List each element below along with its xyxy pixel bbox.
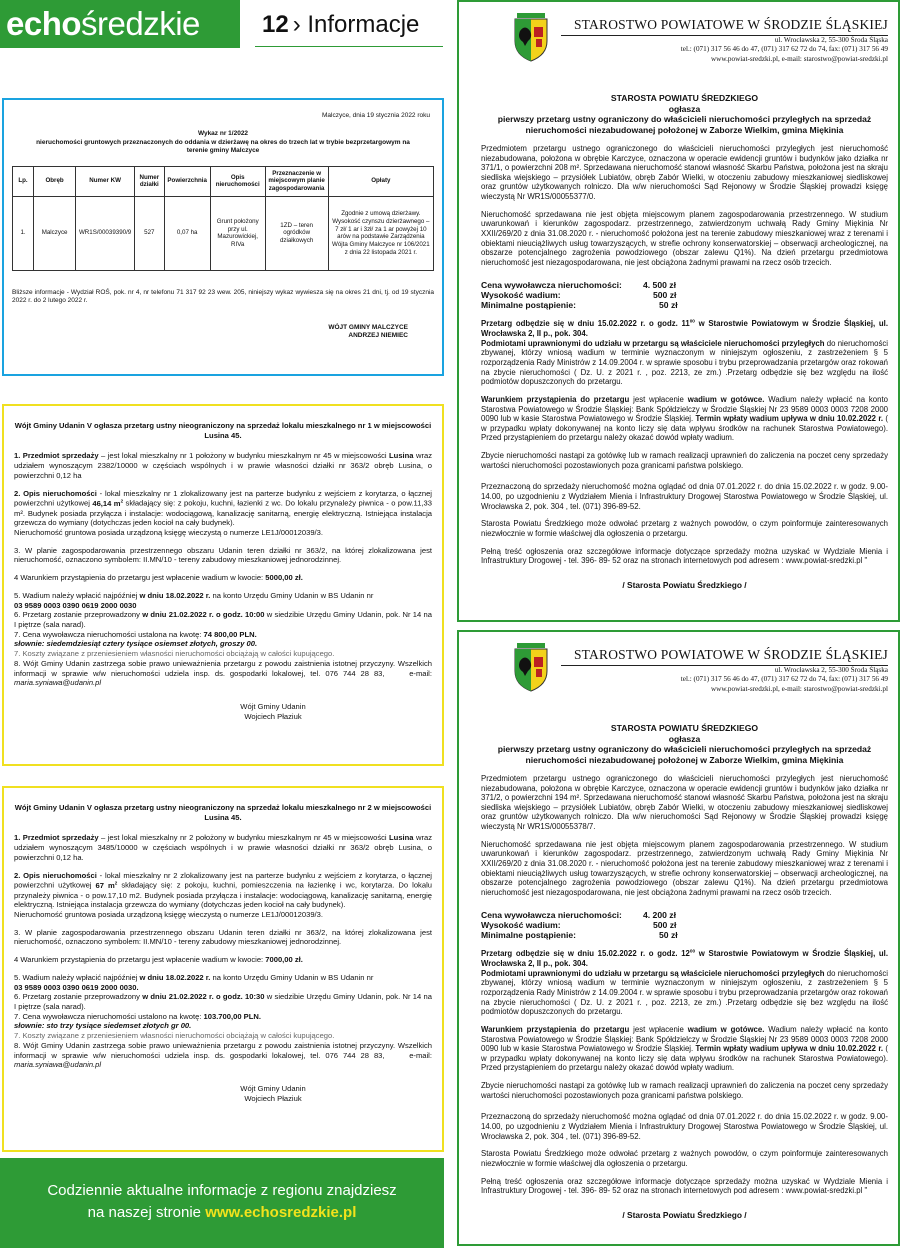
wykaz-signature <box>12 324 434 341</box>
paragraph-1 <box>14 451 432 480</box>
header-oplaty: Opłaty <box>328 166 433 196</box>
paragraph-wadium <box>481 395 888 443</box>
cell-opis: Grunt położony przy ul. Mazurowickiej, RIVa <box>210 196 265 270</box>
min-label: Minimalne postąpienie: <box>481 930 577 941</box>
signature-name: Wojciech Płaziuk <box>244 1093 302 1103</box>
paragraph-plan: Nieruchomość sprzedawana nie jest objęta miejscowym planem zagospodarowania przestrzennego. W studium uwarunkowań i kierunków zagospodarz. przestrzennego, zatwierdzonym uchwałą Rady Gminy Miękinia Nr XXII/269/20 z dnia 31.08.2020 r. - nieruchomość położona jest na terenie zabudowy mieszkaniowej wraz z terenami i obiektami nieuciążliwych usług towarzyszących, w strefie ochrony konserwatorskiej – obserwacji archeologicznej, na obszarze potencjalnego zagrożenia powodziowego (obszar zalewu Q1%). Na dzień przetargu przedmiotowa nieruchomość jest niezagospodarowana, nie jest obciążona żadnymi prawami na rzecz osób trzecich. <box>481 209 888 268</box>
organization-address <box>681 36 888 64</box>
wadium-value: 500 zł <box>653 920 677 931</box>
paragraph-6 <box>14 610 432 629</box>
price-row <box>481 280 888 290</box>
banner-line-2 <box>0 1202 444 1224</box>
coat-of-arms-icon <box>511 11 551 63</box>
signature <box>14 1084 432 1103</box>
signature: / Starosta Powiatu Średzkiego / <box>622 580 747 591</box>
logo-part-sredzkie: średzkie <box>81 5 200 42</box>
organization-name: STAROSTWO POWIATOWE W ŚRODZIE ŚLĄSKIEJ <box>561 647 888 666</box>
paragraph-description: Przedmiotem przetargu ustnego ograniczonego do właścicieli nieruchomości przyległych jest nieruchomość niezabudowana, położona w obrębie Karczyce, oznaczona w operacie ewidencji gruntów i budynków jako działka nr 371/2, o powierzchni 194 m². Sprzedawana nieruchomość stanowi własność Skarbu Państwa, położona jest na skraju siedliska wiejskiego – przysiółek Lubiatów, obręb Zabór Wielki, w otoczeniu zabudowy mieszkaniowej siedliskowej oraz gruntów użytkowanych rolniczo. Dla w/w nieruchomości Sąd Rejonowy w Środzie Śląskiej prowadzi księgę wieczystą Nr WR1S/00055378/7. <box>481 773 888 832</box>
text: - lokal mieszkalny nr 1 zlokalizowany jest na parterze budynku z wejściem z korytarza, o łącznej powierzchni użytkowej <box>14 488 432 508</box>
paragraph-auction-date <box>481 949 888 969</box>
eligibility-bold: Podmiotami uprawnionymi do udziału w przetargu są właściciele nieruchomości przyległych <box>481 338 825 348</box>
email-link[interactable]: maria.syniawa@udanin.pl <box>14 1060 102 1070</box>
wykaz-subtitle: nieruchomości gruntowych przeznaczonych do oddania w dzierżawę na okres do trzech lat w trybie bezprzetargowym na terenie gminy Malczyce <box>36 138 410 155</box>
wykaz-title-block <box>32 130 414 155</box>
text: 5. Wadium należy wpłacić najpóźniej <box>14 972 140 982</box>
paragraph-eligibility <box>481 969 888 1017</box>
header-obreb: Obręb <box>34 166 76 196</box>
label: 2. Opis nieruchomości <box>14 870 97 880</box>
text: Wadium należy wpłacić na konto Starostwa Powiatowego w Środzie Śląskiej: Bank Spółdzielczy w Środzie Śląskiej Nr 23 9589 0003 0003 7208 2000 0090 lub w kasie Starostwa Powiatowego w Środzie Śląskiej. <box>481 394 888 424</box>
lusina-lokal-2-notice <box>2 786 444 1152</box>
price-label: Cena wywoławcza nieruchomości: <box>481 279 622 290</box>
locality: Lusina <box>389 451 414 461</box>
signature-title: Wójt Gminy Udanin <box>240 702 306 712</box>
price-amount: 103.700,00 PLN. <box>203 1011 261 1021</box>
text: – jest lokal mieszkalny nr 1 położony w budynku mieszkalnym nr 45 w miejscowości <box>98 451 390 461</box>
text: składający się: z pokoju, kuchni, pomieszczenia na łazienkę i wc, korytarza. Do lokalu przynależy piwnica - o pow.17,10 m2. Budynek posiada przyłącza i instalacje: wodociągową, kanalizację sanitarną, energię elektryczną. Istniejąca instalacja grzewcza do wymiany (dotychczas jeden kocioł na cały budynek). <box>14 880 432 910</box>
text: w siedzibie Urzędu Gminy Udanin, pok. Nr 14 na I piętrze (sala narad). <box>14 992 432 1012</box>
paragraph-2 <box>14 489 432 528</box>
min-row <box>481 300 888 310</box>
wadium-amount: 7000,00 zł. <box>265 955 303 965</box>
area-value: 67 m <box>95 880 115 890</box>
text: na konto Urzędu Gminy Udanin w BS Udanin nr <box>210 972 374 982</box>
text: ( w przypadku wpłaty dokonywanej na konto liczy się data wpływu środków na rachunek Starostwa Powiatowego). Przed przystąpieniem do przetargu należy okazać dowód wpłaty wadium. <box>481 1044 888 1073</box>
signature-title: Wójt Gminy Udanin <box>240 1084 306 1094</box>
text: 4 Warunkiem przystąpienia do przetargu jest wpłacenie wadium w kwocie: <box>14 573 266 583</box>
account-number <box>14 601 432 611</box>
wadium-label: Wysokość wadium: <box>481 290 561 301</box>
organization-address <box>681 666 888 694</box>
paragraph-5 <box>14 591 432 601</box>
auction-date: w dniu 21.02.2022 r. o godz. 10:30 <box>142 992 265 1002</box>
coat-of-arms-icon <box>511 641 551 693</box>
paragraph-cancel: Starosta Powiatu Średzkiego może odwołać przetarg z ważnych powodów, o czym poinformuje zainteresowanych niezwłocznie w formie właściwej dla ogłoszenia o przetargu. <box>481 1149 888 1169</box>
price-words: słownie: sto trzy tysiące siedemset złotych gr 00. <box>14 1021 192 1031</box>
starostwo-notice-371-1 <box>457 0 900 622</box>
text: wraz udziałem wynoszącym 3485/10000 w częściach wspólnych i w prawie własności działki nr 363/2 obręb Lusina, o powierzchni 0,12 ha. <box>14 833 432 862</box>
price-value: 4. 200 zł <box>643 909 676 920</box>
header-lp: Lp. <box>13 166 34 196</box>
min-value: 50 zł <box>659 300 678 311</box>
notice-subject: pierwszy przetarg ustny ograniczony do właścicieli nieruchomości przyległych na sprzedaż nieruchomości niezabudowanej położonej w Zaborze Wielkim, gmina Miękinia <box>497 744 872 766</box>
wadium-bold: wadium w gotówce. <box>687 394 765 404</box>
paragraph-5 <box>14 973 432 983</box>
paragraph-2 <box>14 871 432 910</box>
cell-powierzchnia: 0,07 ha <box>164 196 210 270</box>
notice-title: Wójt Gminy Udanin V ogłasza przetarg ustny nieograniczony na sprzedaż lokalu mieszkalnego nr 2 w miejscowości Lusina 45. <box>14 803 432 822</box>
header-numer-dzialki: Numer działki <box>135 166 164 196</box>
paragraph-4 <box>14 955 432 965</box>
min-row <box>481 930 888 940</box>
page-header <box>262 10 419 40</box>
table-header-row <box>13 166 434 196</box>
starostwo-letterhead <box>481 639 888 701</box>
lusina-lokal-1-notice <box>2 404 444 766</box>
paragraph-more-info: Pełną treść ogłoszenia oraz szczegółowe informacje dotyczące sprzedaży można uzyskać w Wydziale Mienia i Infrastruktury Drogowej - tel. 396- 89- 52 oraz na stronach internetowych pod adresem : www.powiat-sredzki.pl " <box>481 546 888 566</box>
cell-numer-dzialki: 527 <box>135 196 164 270</box>
paragraph-8 <box>14 1041 432 1070</box>
banner-line-1: Codziennie aktualne informacje z regionu znajdziesz <box>47 1182 397 1199</box>
auction-date: Przetarg odbędzie się w dniu 15.02.2022 r. o godz. 12 <box>481 949 690 959</box>
price-block <box>481 910 888 941</box>
cell-oplaty: Zgodnie z umową dzierżawy. Wysokość czynszu dzierżawnego – 7 zł/ 1 ar i 3zł/ za 1 ar powyżej 10 arów na podstawie Zarządzenia Wójta Gminy Malczyce nr 106/2021 z dnia 22 listopada 2021 r. <box>328 196 433 270</box>
wadium-deadline: Termin wpłaty wadium upływa w dniu 10.02.2022 r. <box>693 1044 884 1054</box>
account-value: 03 9589 0003 0390 0619 2000 0030 <box>14 600 137 610</box>
text: 6. Przetarg zostanie przeprowadzony <box>14 610 143 620</box>
paragraph-2-kw: Nieruchomość gruntowa posiada urządzoną księgę wieczystą o numerze LE1J/00012039/3. <box>14 528 323 537</box>
phone-line: tel.: (071) 317 56 46 do 47, (071) 317 62 72 do 74, fax: (071) 317 56 49 <box>680 675 888 684</box>
header-opis: Opis nieruchomości <box>210 166 265 196</box>
min-value: 50 zł <box>659 930 678 941</box>
text: wraz udziałem wynoszącym 2382/10000 w częściach wspólnych i w prawie własności działki nr 363/2 obręb Lusina, o powierzchni 0,12 ha <box>14 451 432 480</box>
address-line: ul. Wrocławska 2, 55-300 Środa Śląska <box>774 36 888 44</box>
label: 1. Przedmiot sprzedaży <box>14 451 99 461</box>
text: 7. Cena wywoławcza nieruchomości ustalona na kwotę: <box>14 629 204 639</box>
wadium-row <box>481 290 888 300</box>
paragraph-viewing: Przeznaczoną do sprzedaży nieruchomość można oglądać od dnia 07.01.2022 r. do dnia 15.02.2022 r. w godz. 9.00-14.00, po uzgodnieniu z Wydziałem Mienia i Infrastruktury Drogowej Starostwa Powiatowego w Środzie Śląskiej, ul. Wrocławska 2, pok. 304 , tel. (071) 396-89-52. <box>481 482 888 511</box>
wadium-label: Wysokość wadium: <box>481 920 561 931</box>
price-value: 4. 500 zł <box>643 279 676 290</box>
notice-announces: ogłasza <box>668 733 701 744</box>
locality: Lusina <box>389 833 414 843</box>
paragraph-3: 3. W planie zagospodarowania przestrzennego obszaru Udanin teren działki nr 363/2, na której zlokalizowana jest nieruchomość, oznaczono symbolem: II.MN/10 - tereny zabudowy mieszkaniowej jednorodzinnej. <box>14 545 432 565</box>
text: 4 Warunkiem przystąpienia do przetargu jest wpłacenie wadium w kwocie: <box>14 955 266 965</box>
notice-announces: ogłasza <box>668 103 701 114</box>
signature-title: WÓJT GMINY MALCZYCE <box>328 323 408 331</box>
email-label: e-mail: <box>409 1050 432 1060</box>
text: 7. Cena wywoławcza nieruchomości ustalono na kwotę: <box>14 1011 204 1021</box>
min-label: Minimalne postąpienie: <box>481 300 577 311</box>
header-numer-kw: Numer KW <box>76 166 135 196</box>
paragraph-plan: Nieruchomość sprzedawana nie jest objęta miejscowym planem zagospodarowania przestrzennego. W studium uwarunkowań i kierunków zagospodarz. przestrzennego, zatwierdzonym uchwałą Rady Gminy Miękinia Nr XXII/269/20 z dnia 31.08.2020 r. - nieruchomość położona jest na terenie zabudowy mieszkaniowej wraz z terenami i obiektami nieuciążliwych usług towarzyszących, w strefie ochrony konserwatorskiej – obserwacji archeologicznej, na obszarze potencjalnego zagrożenia powodziowego (obszar zalewu Q1%). Na dzień przetargu przedmiotowa nieruchomość jest niezagospodarowana, nie jest obciążona żadnymi prawami na rzecz osób trzecich. <box>481 839 888 898</box>
notice-heading: STAROSTA POWIATU ŚREDZKIEGO <box>610 93 759 103</box>
wadium-amount: 5000,00 zł. <box>265 573 303 583</box>
web-line: www.powiat-sredzki.pl, e-mail: starostwo@powiat-sredzki.pl <box>710 54 888 63</box>
auction-place: w Starostwie Powiatowym w Środzie Śląskiej, ul. Wrocławska 2, II p., pok. 304. <box>481 949 889 968</box>
paragraph-7 <box>14 630 432 640</box>
auction-date: w dniu 21.02.2022 r. o godz. 10:00 <box>142 610 265 620</box>
text: jest wpłacenie <box>629 1024 688 1034</box>
wykaz-title: Wykaz nr 1/2022 <box>197 130 249 138</box>
paragraph-eligibility <box>481 339 888 387</box>
price-label: Cena wywoławcza nieruchomości: <box>481 909 622 920</box>
address-line: ul. Wrocławska 2, 55-300 Środa Śląska <box>774 666 888 674</box>
notice-subject: pierwszy przetarg ustny ograniczony do właścicieli nieruchomości przyległych na sprzedaż nieruchomości niezabudowanej położonej w Zaborze Wielkim, gmina Miękinia <box>497 114 872 136</box>
wykaz-table <box>12 166 434 271</box>
cell-obreb: Malczyce <box>34 196 76 270</box>
promo-banner <box>0 1158 444 1248</box>
label: 1. Przedmiot sprzedaży <box>14 833 99 843</box>
auction-place: w Starostwie Powiatowym w Środzie Śląskiej, ul. Wrocławska 2, II p., pok. 304. <box>481 319 888 338</box>
notice-title: Wójt Gminy Udanin V ogłasza przetarg ustny nieograniczony na sprzedaż lokalu mieszkalnego nr 1 w miejscowości Lusina 45. <box>14 421 432 440</box>
starostwo-notice-371-2 <box>457 630 900 1246</box>
cell-przeznaczenie: 1ZD – teren ogródków działkowych <box>265 196 328 270</box>
signature-name: Wojciech Płaziuk <box>244 711 302 721</box>
price-words: słownie: siedemdziesiąt cztery tysiące osiemset złotych, groszy 00. <box>14 639 258 649</box>
signature: / Starosta Powiatu Średzkiego / <box>622 1210 747 1221</box>
text: 8. Wójt Gminy Udanin zastrzega sobie prawo unieważnienia przetargu z powodu zaistnienia istotnej przyczyny. Wszelkich informacji w sprawie w/w nieruchomości udziela insp. ds. gospodarki lokalowej, tel. 076 744 28 83, <box>14 658 432 678</box>
wykaz-info: Bliższe informacje - Wydział ROŚ, pok. nr 4, nr telefonu 71 317 92 23 wew. 205, niniejszy wykaz wywiesza się na okres 21 dni, tj. od 19 stycznia 2022 r. do 2 lutego 2022 r. <box>12 288 434 305</box>
price-row <box>481 910 888 920</box>
wykaz-notice <box>2 98 444 376</box>
table-row <box>13 196 434 270</box>
paragraph-6 <box>14 992 432 1011</box>
text: do nieruchomości zbywanej, którzy wniosą wadium w terminie wyznaczonym w niniejszym ogłoszeniu, z zastrzeżeniem § 5 rozporządzenia Rady Ministrów z 14.09.2004 r. w sprawie sposobu i trybu przeprowadzania przetargów oraz rokowań na zbycie nieruchomości ( Dz. U. z 2021 r. , poz. 2213, ze zm.) .Przetarg odbędzie się bez względu na ilość podmiotów dopuszczonych do przetargu. <box>481 968 888 1017</box>
deadline: w dniu 18.02.2022 r. <box>139 590 211 600</box>
deadline: w dniu 18.02.2022 r. <box>139 972 211 982</box>
area: 67 $m^2$ <box>95 880 118 890</box>
auction-minutes: 00 <box>689 948 696 954</box>
paragraph-7-costs: 7. Koszty związane z przeniesieniem własności nieruchomości obciążają w całości kupującego. <box>14 649 335 659</box>
notice-heading: STAROSTA POWIATU ŚREDZKIEGO <box>610 723 759 733</box>
signature-name: ANDRZEJ NIEMIEC <box>348 332 408 340</box>
phone-line: tel.: (071) 317 56 46 do 47, (071) 317 62 72 do 74, fax: (071) 317 56 49 <box>680 45 888 54</box>
text: 8. Wójt Gminy Udanin zastrzega sobie prawo unieważnienia przetargu z powodu zaistnienia istotnej przyczyny. Wszelkich informacji w sprawie w/w nieruchomości udziela insp. ds. gospodarki lokalowej, tel. 076 744 28 83, <box>14 1040 432 1060</box>
text: 6. Przetarg zostanie przeprowadzony <box>14 992 143 1002</box>
account-value: 03 9589 0003 0390 0619 2000 0030. <box>14 982 139 992</box>
header-przeznaczenie: Przeznaczenie w miejscowym planie zagospodarowania <box>265 166 328 196</box>
signature <box>14 702 432 721</box>
cell-lp: 1. <box>13 196 34 270</box>
paragraph-auction-date <box>481 319 888 339</box>
text: ( w przypadku wpłaty dokonywanej na konto liczy się data wpływu środków na rachunek Starostwa Powiatowego). Przed przystąpieniem do przetargu należy okazać dowód wpłaty wadium. <box>481 414 888 443</box>
paragraph-description: Przedmiotem przetargu ustnego ograniczonego do właścicieli nieruchomości przyległych jest nieruchomość niezabudowana, położona w obrębie Karczyce, oznaczona w operacie ewidencji gruntów i budynków jako działka nr 371/1, o powierzchni 208 m². Sprzedawana nieruchomość stanowi własność Skarbu Państwa, położona jest na skraju siedliska wiejskiego – przysiółek Lubiatów, obręb Zabór Wielki, w otoczeniu zabudowy mieszkaniowej siedliskowej oraz gruntów użytkowanych rolniczo. Dla w/w nieruchomości Sąd Rejonowy w Środzie Śląskiej prowadzi księgę wieczystą Nr WR1S/00055377/0. <box>481 143 888 202</box>
starostwo-letterhead <box>481 9 888 71</box>
email-label: e-mail: <box>409 668 432 678</box>
logo-part-echo: echo <box>6 5 82 42</box>
wadium-deadline: Termin wpłaty wadium upływa w dniu 10.02.2022 r. <box>693 414 884 424</box>
paragraph-viewing: Przeznaczoną do sprzedaży nieruchomość można oglądać od dnia 07.01.2022 r. do dnia 15.02.2022 r. w godz. 9.00-14.00, po uzgodnieniu z Wydziałem Mienia i Infrastruktury Drogowej Starostwa Powiatowego w Środzie Śląskiej, ul. Wrocławska 2, pok. 304 , tel. (071) 396-89-52. <box>481 1112 888 1141</box>
price-amount: 74 800,00 PLN. <box>203 629 257 639</box>
header-powierzchnia: Powierzchnia <box>164 166 210 196</box>
area: 46,14 $m^2$ <box>92 498 124 508</box>
paragraph-1 <box>14 833 432 862</box>
paragraph-payment: Zbycie nieruchomości nastąpi za gotówkę lub w ramach realizacji uprawnień do zaliczenia na poczet ceny sprzedaży wartości nieruchomości pozostawionych poza granicami państwa polskiego. <box>481 451 888 470</box>
label: 2. Opis nieruchomości <box>14 488 97 498</box>
banner-prefix: na naszej stronie <box>87 1204 206 1221</box>
text: do nieruchomości zbywanej, którzy wniosą wadium w terminie wyznaczonym w niniejszym ogłoszeniu, z zastrzeżeniem § 5 rozporządzenia Rady Ministrów z 14.09.2004 r. w sprawie sposobu i trybu przeprowadzania przetargów oraz rokowań na zbycie nieruchomości ( Dz. U. z 2021 r. , poz. 2213, ze zm.) .Przetarg odbędzie się bez względu na ilość podmiotów dopuszczonych do przetargu. <box>481 338 888 387</box>
paragraph-8 <box>14 659 432 688</box>
page-number: 12 <box>262 11 289 38</box>
wadium-row <box>481 920 888 930</box>
paragraph-7 <box>14 1012 432 1022</box>
organization-name: STAROSTWO POWIATOWE W ŚRODZIE ŚLĄSKIEJ <box>561 17 888 36</box>
paragraph-cancel: Starosta Powiatu Średzkiego może odwołać przetarg z ważnych powodów, o czym poinformuje zainteresowanych niezwłocznie w formie właściwej dla ogłoszenia o przetargu. <box>481 519 888 539</box>
text: - lokal mieszkalny nr 2 zlokalizowany jest na parterze budynku z wejściem z korytarza, o łącznej powierzchni użytkowej <box>14 870 432 890</box>
text: jest wpłacenie <box>629 394 688 404</box>
paragraph-payment: Zbycie nieruchomości nastąpi za gotówkę lub w ramach realizacji uprawnień do zaliczenia na poczet ceny sprzedaży wartości nieruchomości pozostawionych poza granicami państwa polskiego. <box>481 1081 888 1100</box>
paragraph-wadium <box>481 1025 888 1073</box>
eligibility-bold: Podmiotami uprawnionymi do udziału w przetargu są właściciele nieruchomości przyległych <box>481 968 825 978</box>
area-value: 46,14 m <box>92 498 121 508</box>
paragraph-more-info: Pełną treść ogłoszenia oraz szczegółowe informacje dotyczące sprzedaży można uzyskać w Wydziale Mienia i Infrastruktury Drogowej - tel. 396- 89- 52 oraz na stronach internetowych pod adresem : www.powiat-sredzki.pl " <box>481 1176 888 1196</box>
paragraph-7-costs: 7. Koszty związane z przeniesieniem własności nieruchomości obciążają w całości kupującego. <box>14 1031 335 1041</box>
header-divider <box>255 46 443 47</box>
wadium-value: 500 zł <box>653 290 677 301</box>
banner-website-link[interactable]: www.echosredzkie.pl <box>205 1204 357 1221</box>
paragraph-2-kw: Nieruchomość gruntowa posiada urządzoną księgę wieczystą o numerze LE1J/00012039/3. <box>14 910 323 919</box>
wykaz-date: Malczyce, dnia 19 stycznia 2022 roku <box>321 112 430 119</box>
email-link[interactable]: maria.syniawa@udanin.pl <box>14 678 102 688</box>
text: składający się: z pokoju, kuchni, łazienki z wc. Do lokalu przynależy piwnica - o pow.11,33 m². Budynek posiada przyłącza i instalacje: wodociągową, kanalizację sanitarną, energię elektryczną. Istniejąca instalacja grzewcza do wymiany (dotychczas jeden kocioł na cały budynek). <box>14 498 432 528</box>
account-number <box>14 983 432 993</box>
auction-minutes: 00 <box>689 318 695 324</box>
text: 5. Wadium należy wpłacić najpóźniej <box>14 590 140 600</box>
text: – jest lokal mieszkalny nr 2 położony w budynku mieszkalnym nr 45 w miejscowości <box>98 833 390 843</box>
wadium-bold: wadium w gotówce. <box>687 1024 765 1034</box>
cell-numer-kw: WR1S/00039390/9 <box>76 196 135 270</box>
price-in-words <box>14 639 432 649</box>
web-line: www.powiat-sredzki.pl, e-mail: starostwo@powiat-sredzki.pl <box>710 684 888 693</box>
text: w siedzibie Urzędu Gminy Udanin, pok. Nr 14 na I piętrze (sala narad). <box>14 610 432 630</box>
price-block <box>481 280 888 311</box>
price-in-words <box>14 1021 432 1031</box>
text: na konto Urzędu Gminy Udanin w BS Udanin nr <box>210 590 374 600</box>
paragraph-3: 3. W planie zagospodarowania przestrzennego obszaru Udanin teren działki nr 363/2, na której zlokalizowana jest nieruchomość, oznaczono symbolem: II.MN/10 - tereny zabudowy mieszkaniowej jednorodzinnej. <box>14 927 432 947</box>
condition-bold: Warunkiem przystąpienia do przetargu <box>481 1024 630 1034</box>
auction-date: Przetarg odbędzie się w dniu 15.02.2022 r. o godz. 11 <box>481 319 690 329</box>
echo-sredzkie-logo <box>0 0 240 48</box>
section-title: › Informacje <box>292 11 420 38</box>
text: Wadium należy wpłacić na konto Starostwa Powiatowego w Środzie Śląskiej: Bank Spółdzielczy w Środzie Śląskiej Nr 23 9589 0003 0003 7208 2000 0090 lub w kasie Starostwa Powiatowego w Środzie Śląskiej. <box>481 1024 888 1054</box>
paragraph-4 <box>14 573 432 583</box>
condition-bold: Warunkiem przystąpienia do przetargu <box>481 394 630 404</box>
